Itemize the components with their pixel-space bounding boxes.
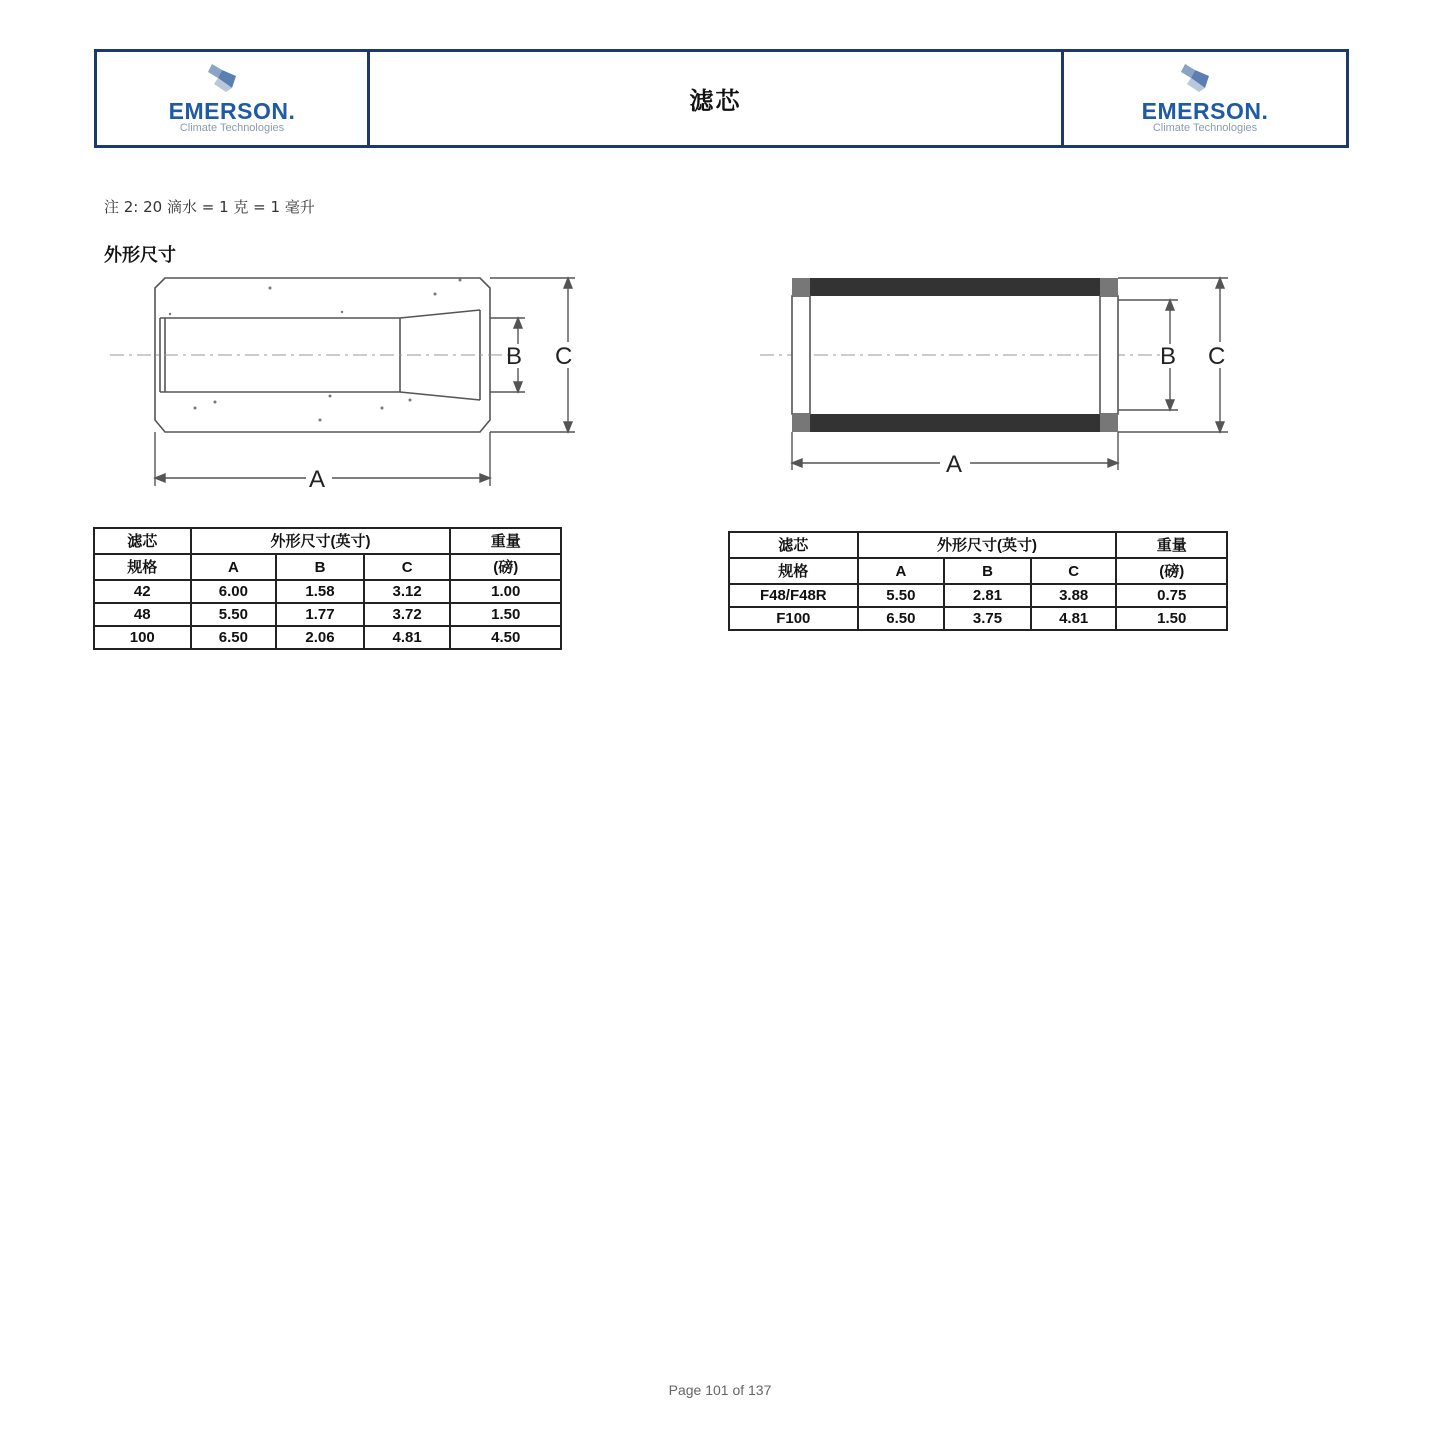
section-title: 外形尺寸 [104,245,176,266]
dim-label-b: B [1160,343,1177,370]
header-weight: 重量 [1116,532,1227,558]
table-subheader-row [94,554,561,580]
cell-model: 48 [94,603,191,626]
cell-model: F100 [729,607,858,630]
cell-c: 3.72 [364,603,451,626]
cell-model: F48/F48R [729,584,858,607]
cell-model: 100 [94,626,191,649]
dim-label-a: A [309,466,326,493]
table-row [729,584,1227,607]
header-col-b: B [944,558,1031,584]
cell-weight: 1.00 [450,580,561,603]
table-row [94,580,561,603]
header-dims: 外形尺寸(英寸) [191,528,451,554]
cell-c: 3.12 [364,580,451,603]
cell-weight: 4.50 [450,626,561,649]
header-col-c: C [364,554,451,580]
cell-c: 4.81 [364,626,451,649]
page-header [94,49,1349,148]
header-unit: (磅) [450,554,561,580]
cell-b: 2.81 [944,584,1031,607]
cell-a: 6.50 [858,607,945,630]
cell-weight: 1.50 [450,603,561,626]
conversion-note: 注 2: 20 滴水 = 1 克 = 1 毫升 [104,198,315,216]
core-drawing-left [110,268,620,493]
logo-subtitle: Climate Technologies [179,121,285,134]
header-logo-right-cell [1061,52,1346,145]
cell-b: 3.75 [944,607,1031,630]
emerson-mark-icon [1179,62,1215,92]
end-cap-right [1100,296,1118,414]
logo-subtitle: Climate Technologies [1152,121,1258,134]
core-drawing-right [750,268,1250,483]
table-row [729,607,1227,630]
header-spec: 规格 [729,558,858,584]
header-unit: (磅) [1116,558,1227,584]
header-weight: 重量 [450,528,561,554]
cell-a: 6.50 [191,626,277,649]
cell-c: 3.88 [1031,584,1117,607]
logo-brand-text: EMERSON. [168,97,296,124]
table-subheader-row [729,558,1227,584]
dim-label-b: B [506,343,523,370]
cell-b: 2.06 [276,626,364,649]
spec-table-right [728,531,1228,631]
emerson-logo [1105,58,1305,140]
table-row [94,626,561,649]
cell-a: 6.00 [191,580,277,603]
cell-c: 4.81 [1031,607,1117,630]
page-number: Page 101 of 137 [668,1382,772,1398]
cell-weight: 1.50 [1116,607,1227,630]
header-logo-left-cell [97,52,367,145]
emerson-mark-icon [206,62,242,92]
dim-label-a: A [946,451,963,478]
header-col-a: A [858,558,945,584]
core-bottom-band [792,414,1118,432]
header-col-b: B [276,554,364,580]
header-core: 滤芯 [729,532,858,558]
header-core: 滤芯 [94,528,191,554]
cell-a: 5.50 [191,603,277,626]
header-col-c: C [1031,558,1117,584]
cell-b: 1.58 [276,580,364,603]
emerson-logo [132,58,332,140]
cell-model: 42 [94,580,191,603]
dim-label-c: C [555,343,573,370]
cell-a: 5.50 [858,584,945,607]
cell-weight: 0.75 [1116,584,1227,607]
dim-label-c: C [1208,343,1226,370]
table-row [94,603,561,626]
table-header-row [94,528,561,554]
cell-b: 1.77 [276,603,364,626]
header-col-a: A [191,554,277,580]
table-header-row [729,532,1227,558]
page-title: 滤芯 [367,52,1061,145]
core-top-band [792,278,1118,296]
end-cap-left [792,296,810,414]
header-spec: 规格 [94,554,191,580]
logo-brand-text: EMERSON. [1141,97,1269,124]
header-dims: 外形尺寸(英寸) [858,532,1117,558]
spec-table-left [93,527,562,650]
